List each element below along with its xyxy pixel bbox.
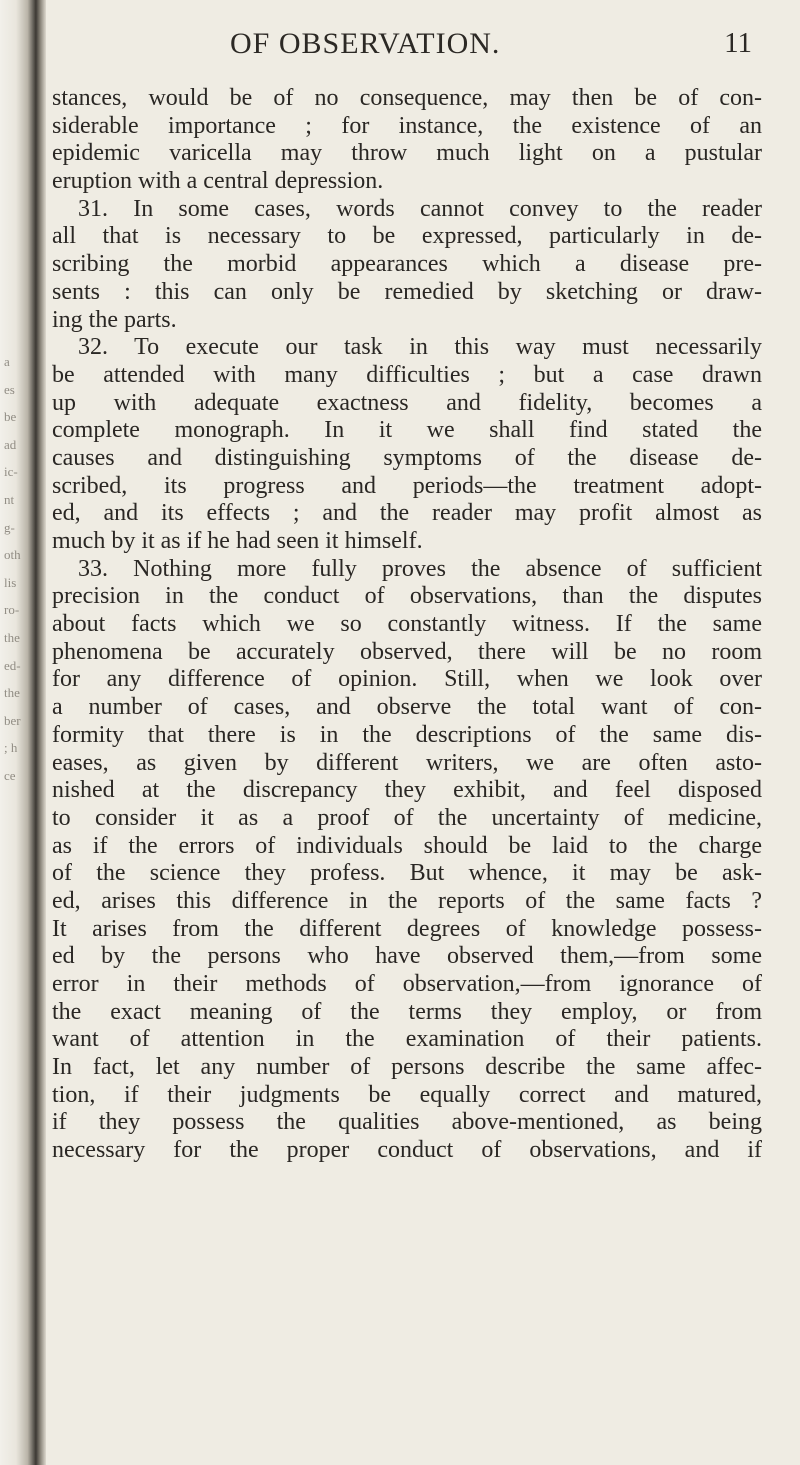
text-line: ed, and its effects ; and the reader may profit almost as: [52, 500, 762, 527]
text-line: 31. In some cases, words cannot convey to the reader: [78, 195, 762, 222]
text-line: It arises from the different degrees of knowledge possess-: [52, 915, 762, 942]
bleed-fragment: the: [4, 629, 20, 645]
bleed-fragment: ber: [4, 712, 21, 728]
page-number: 11: [724, 27, 752, 59]
text-line: stances, would be of no consequence, may then be of con-: [52, 85, 762, 111]
text-line: ing the parts.: [52, 306, 177, 333]
text-line: error in their methods of observation,—from ignorance of: [52, 971, 762, 997]
text-line: eases, as given by different writers, we are often asto-: [52, 749, 762, 776]
text-line: causes and distinguishing symptoms of the disease de-: [52, 444, 762, 471]
text-line: want of attention in the examination of their patients.: [52, 1026, 762, 1053]
bleed-fragment: ; h: [4, 740, 18, 756]
bleed-fragment: ic-: [4, 464, 18, 480]
bleed-fragment: ad: [4, 436, 17, 452]
text-line: for any difference of opinion. Still, when we look over: [52, 666, 762, 693]
text-line: phenomena be accurately observed, there will be no room: [52, 638, 762, 665]
bleed-fragment: nt: [4, 491, 15, 507]
text-line: epidemic varicella may throw much light on a pustular: [52, 140, 762, 167]
text-line: about facts which we so constantly witness. If the same: [52, 611, 762, 638]
text-line: scribed, its progress and periods—the treatment adopt-: [52, 472, 762, 499]
body-text: [52, 85, 762, 1165]
text-line: all that is necessary to be expressed, particularly in de-: [52, 223, 762, 250]
book-page: [52, 0, 782, 1465]
bleed-fragment: the: [4, 685, 20, 701]
text-line: as if the errors of individuals should be laid to the charge: [52, 832, 762, 859]
text-line: much by it as if he had seen it himself.: [52, 528, 423, 554]
bleed-fragment: be: [4, 409, 17, 425]
bleed-fragment: ed-: [4, 657, 21, 673]
text-line: 32. To execute our task in this way must necessarily: [78, 334, 762, 361]
text-line: siderable importance ; for instance, the existence of an: [52, 112, 762, 139]
text-line: up with adequate exactness and fidelity, becomes a: [52, 389, 762, 416]
facing-page-bleed: [0, 0, 46, 1465]
text-line: if they possess the qualities above-mentioned, as being: [52, 1109, 762, 1136]
text-line: ed, arises this difference in the reports of the same facts ?: [52, 887, 762, 914]
bleed-fragment: a: [4, 354, 10, 369]
text-line: In fact, let any number of persons describe the same affec-: [52, 1054, 762, 1081]
text-line: necessary for the proper conduct of observations, and if: [52, 1137, 762, 1164]
text-line: a number of cases, and observe the total want of con-: [52, 694, 762, 721]
text-line: nished at the discrepancy they exhibit, and feel disposed: [52, 777, 762, 804]
text-line: 33. Nothing more fully proves the absence of sufficient: [78, 555, 762, 582]
text-line: precision in the conduct of observations, than the disputes: [52, 583, 762, 610]
text-line: be attended with many difficulties ; but a case drawn: [52, 361, 762, 388]
text-line: complete monograph. In it we shall find stated the: [52, 417, 762, 444]
bleed-fragment: g-: [4, 519, 15, 535]
bleed-fragment: ce: [4, 767, 16, 783]
bleed-fragment: oth: [4, 547, 21, 563]
text-line: tion, if their judgments be equally correct and matured,: [52, 1081, 762, 1108]
text-line: scribing the morbid appearances which a disease pre-: [52, 251, 762, 278]
text-line: formity that there is in the descriptions of the same dis-: [52, 721, 762, 748]
text-line: of the science they profess. But whence, it may be ask-: [52, 860, 762, 887]
running-head-title: OF OBSERVATION.: [230, 27, 501, 60]
text-line: ed by the persons who have observed them,—from some: [52, 943, 762, 970]
text-line: the exact meaning of the terms they employ, or from: [52, 998, 762, 1025]
text-line: sents : this can only be remedied by sketching or draw-: [52, 278, 762, 305]
bleed-fragment: lis: [4, 574, 17, 590]
bleed-fragment: es: [4, 381, 15, 397]
bleed-fragment: ro-: [4, 602, 20, 618]
text-line: to consider it as a proof of the uncertainty of medicine,: [52, 804, 762, 831]
text-line: eruption with a central depression.: [52, 168, 384, 195]
running-head: [52, 27, 752, 67]
